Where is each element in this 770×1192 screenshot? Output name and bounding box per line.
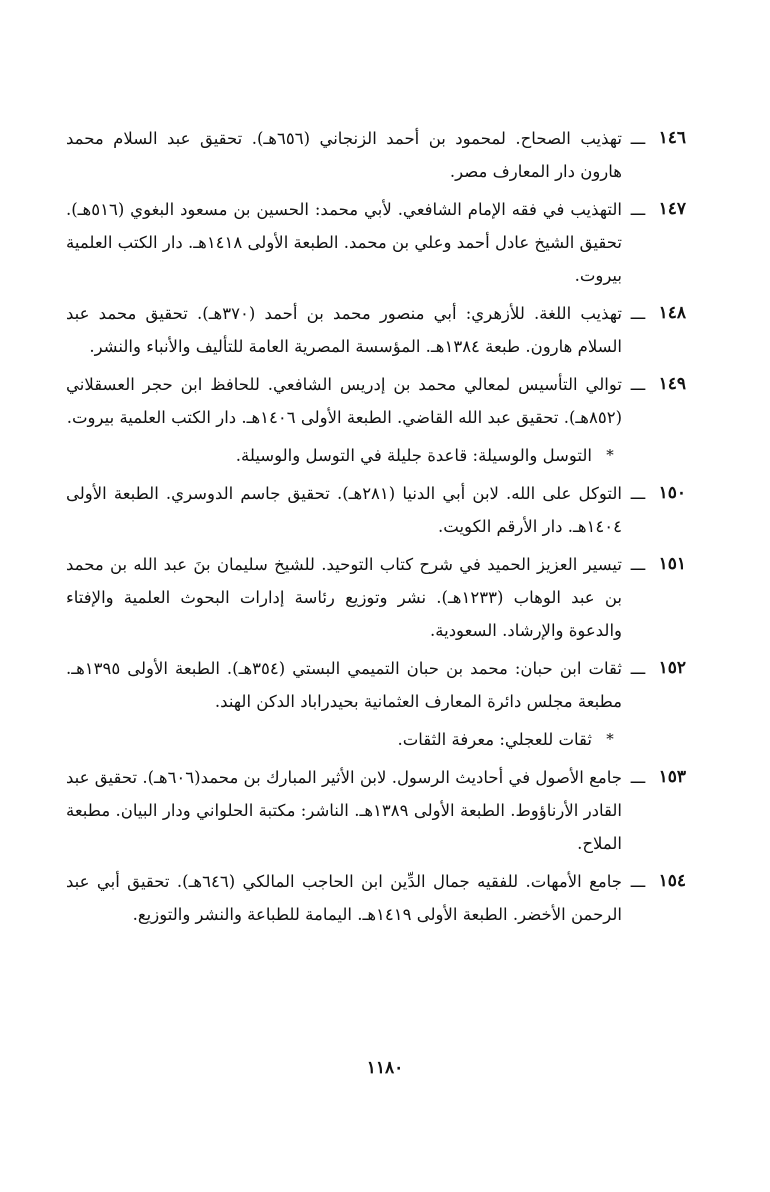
bibliography-list [66, 122, 686, 936]
cross-reference [66, 723, 686, 756]
bibliography-entry [66, 865, 686, 931]
entry-dash: ـــ [630, 768, 646, 787]
entry-text: التهذيب في فقه الإمام الشافعي. لأبي محمد: الحسين بن مسعود البغوي (٥١٦هـ). تحقيق الشيخ عادل أحمد وعلي بن محمد. الطبعة الأولى ١٤١٨هـ. دار الكتب العلمية بيروت. [66, 200, 622, 285]
entry-number: ١٤٩ [658, 374, 686, 394]
entry-text: التوكل على الله. لابن أبي الدنيا (٢٨١هـ). تحقيق جاسم الدوسري. الطبعة الأولى ١٤٠٤هـ. دار الأرقم الكويت. [66, 484, 622, 536]
entry-number: ١٥١ [658, 554, 686, 574]
entry-number: ١٤٦ [658, 128, 686, 148]
entry-dash: ـــ [630, 872, 646, 891]
bibliography-entry [66, 548, 686, 647]
entry-text: ثقات ابن حبان: محمد بن حبان التميمي البستي (٣٥٤هـ). الطبعة الأولى ١٣٩٥هـ. مطبعة مجلس دائرة المعارف العثمانية بحيدراباد الدكن الهند. [66, 659, 622, 711]
entry-dash: ـــ [630, 200, 646, 219]
bibliography-entry [66, 368, 686, 434]
bibliography-entry [66, 761, 686, 860]
entry-dash: ـــ [630, 129, 646, 148]
entry-dash: ـــ [630, 375, 646, 394]
entry-text: تهذيب اللغة. للأزهري: أبي منصور محمد بن أحمد (٣٧٠هـ). تحقيق محمد عبد السلام هارون. طبعة ١٣٨٤هـ. المؤسسة المصرية العامة للتأليف والأنباء والنشر. [66, 304, 622, 356]
cross-reference-text: ثقات للعجلي: معرفة الثقات. [397, 730, 592, 749]
entry-dash: ـــ [630, 304, 646, 323]
entry-text: توالي التأسيس لمعالي محمد بن إدريس الشافعي. للحافظ ابن حجر العسقلاني (٨٥٢هـ). تحقيق عبد الله القاضي. الطبعة الأولى ١٤٠٦هـ. دار الكتب العلمية بيروت. [66, 375, 622, 427]
bibliography-entry [66, 652, 686, 718]
entry-text: تيسير العزيز الحميد في شرح كتاب التوحيد. للشيخ سليمان بنَ عبد الله بن محمد بن عبد الوهاب (١٢٣٣هـ). نشر وتوزيع رئاسة إدارات البحوث العلمية والإفتاء والدعوة والإرشاد. السعودية. [66, 555, 622, 640]
asterisk-marker: * [606, 730, 614, 748]
entry-dash: ـــ [630, 484, 646, 503]
cross-reference [66, 439, 686, 472]
cross-reference-text: التوسل والوسيلة: قاعدة جليلة في التوسل والوسيلة. [235, 446, 592, 465]
bibliography-entry [66, 122, 686, 188]
entry-text: جامع الأصول في أحاديث الرسول. لابن الأثير المبارك بن محمد(٦٠٦هـ). تحقيق عبد القادر الأرناؤوط. الطبعة الأولى ١٣٨٩هـ. الناشر: مكتبة الحلواني ودار البيان. مطبعة الملاح. [66, 768, 622, 853]
asterisk-marker: * [606, 446, 614, 464]
entry-number: ١٥٢ [658, 658, 686, 678]
bibliography-entry [66, 193, 686, 292]
entry-number: ١٤٧ [658, 199, 686, 219]
entry-text: تهذيب الصحاح. لمحمود بن أحمد الزنجاني (٦٥٦هـ). تحقيق عبد السلام محمد هارون دار المعارف مصر. [66, 129, 623, 181]
entry-text: جامع الأمهات. للفقيه جمال الدِّين ابن الحاجب المالكي (٦٤٦هـ). تحقيق أبي عبد الرحمن الأخضر. الطبعة الأولى ١٤١٩هـ. اليمامة للطباعة والنشر والتوزيع. [66, 872, 622, 924]
entry-dash: ـــ [630, 659, 646, 678]
entry-number: ١٥٣ [658, 767, 686, 787]
entry-dash: ـــ [630, 555, 646, 574]
entry-number: ١٥٤ [658, 871, 686, 891]
entry-number: ١٥٠ [658, 483, 686, 503]
entry-number: ١٤٨ [658, 303, 686, 323]
bibliography-entry [66, 297, 686, 363]
page-number: ١١٨٠ [366, 1058, 404, 1078]
bibliography-entry [66, 477, 686, 543]
